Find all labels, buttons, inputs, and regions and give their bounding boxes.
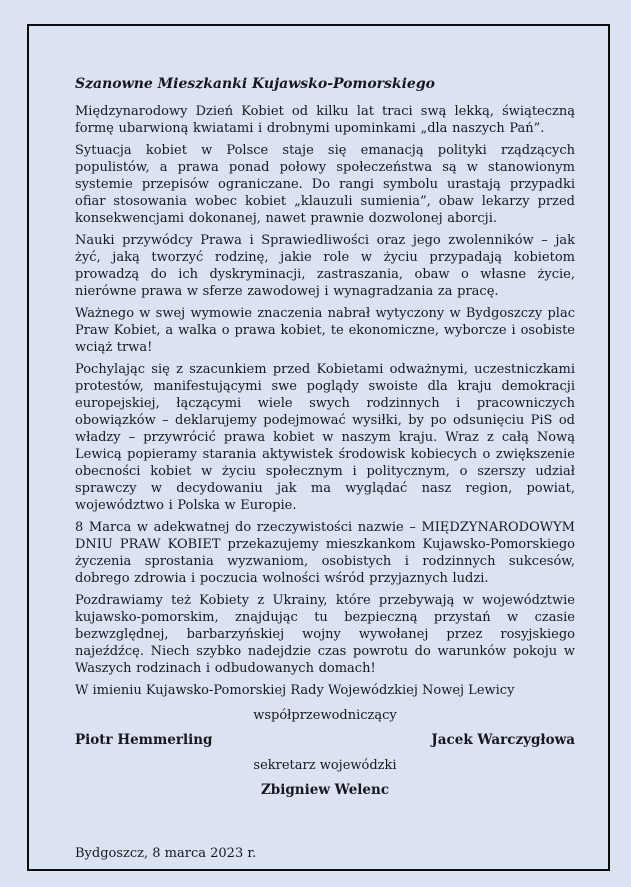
signature-role-co-chairs: współprzewodniczący [253, 708, 397, 723]
signature-name-secretary: Zbigniew Welenc [260, 782, 390, 798]
letter-paragraph-1: Międzynarodowy Dzień Kobiet od kilku lat traci swą lekką, świąteczną formę ubarwioną kwiatami i drobnymi upominkami „dla naszych Pań”. [75, 104, 575, 136]
letter-salutation: Szanowne Mieszkanki Kujawsko-Pomorskiego [75, 76, 435, 92]
signature-name-right: Jacek Warczygłowa [431, 732, 575, 748]
signature-names-row [75, 732, 575, 749]
letter-paragraph-2: Sytuacja kobiet w Polsce staje się emanacją polityki rządzących populistów, a prawa ponad połowy społeczeństwa są w stanowionym systemie przepisów ograniczane. Do rangi symbolu urastają przypadki ofiar stosowania wobec kobiet „klauzuli sumienia”, obaw lekarzy przed konsekwencjami dokonanej, nawet prawnie dozwolonej aborcji. [75, 143, 575, 226]
dateline: Bydgoszcz, 8 marca 2023 r. [75, 846, 257, 861]
letter-paragraph-7: Pozdrawiamy też Kobiety z Ukrainy, które przebywają w województwie kujawsko-pomorskim, znajdując tu bezpieczną przystań w czasie bezwzględnej, barbarzyńskiej wojny wywołanej przez rosyjskiego najeźdźcę. Niech szybko nadejdzie czas powrotu do warunków pokoju w Waszych rodzinach i odbudowanych domach! [75, 593, 575, 676]
signature-role-secretary: sekretarz wojewódzki [253, 758, 397, 773]
signature-intro: W imieniu Kujawsko-Pomorskiej Rady Wojewódzkiej Nowej Lewicy [75, 683, 515, 698]
letter-content [29, 26, 608, 862]
letter-paragraph-5: Pochylając się z szacunkiem przed Kobietami odważnymi, uczestniczkami protestów, manifestującymi swe poglądy swoiste dla kraju demokracji europejskiej, łączącymi wiele swych rodzinnych i pracowniczych obowiązków – deklarujemy podejmować wysiłki, by po odsunięciu PiS od władzy – przywrócić prawa kobiet w naszym kraju. Wraz z całą Nową Lewicą popieramy starania aktywistek środowisk kobiecych o zwiększenie obecności kobiet w życiu społecznym i politycznym, o szerszy udział sprawczy w decydowaniu jak ma wyglądać nasz region, powiat, województwo i Polska w Europie. [75, 362, 575, 513]
letter-paragraph-4: Ważnego w swej wymowie znaczenia nabrał wytyczony w Bydgoszczy plac Praw Kobiet, a walka o prawa kobiet, te ekonomiczne, wyborcze i osobiste wciąż trwa! [75, 306, 575, 355]
letter-paragraph-3: Nauki przywódcy Prawa i Sprawiedliwości oraz jego zwolenników – jak żyć, jaką tworzyć rodzinę, jakie role w życiu przypadają kobietom prowadzą do ich dyskryminacji, zastraszania, obaw o własne życie, nierówne prawa w sferze zawodowej i wynagradzania za pracę. [75, 233, 575, 299]
letter-paragraph-6: 8 Marca w adekwatnej do rzeczywistości nazwie – MIĘDZYNARODOWYM DNIU PRAW KOBIET przekazujemy mieszkankom Kujawsko-Pomorskiego życzenia sprostania wyzwaniom, osobistych i rodzinnych sukcesów, dobrego zdrowia i poczucia wolności wśród przyjaznych ludzi. [75, 520, 575, 586]
letter-page [27, 24, 610, 871]
signature-name-left: Piotr Hemmerling [75, 732, 213, 748]
